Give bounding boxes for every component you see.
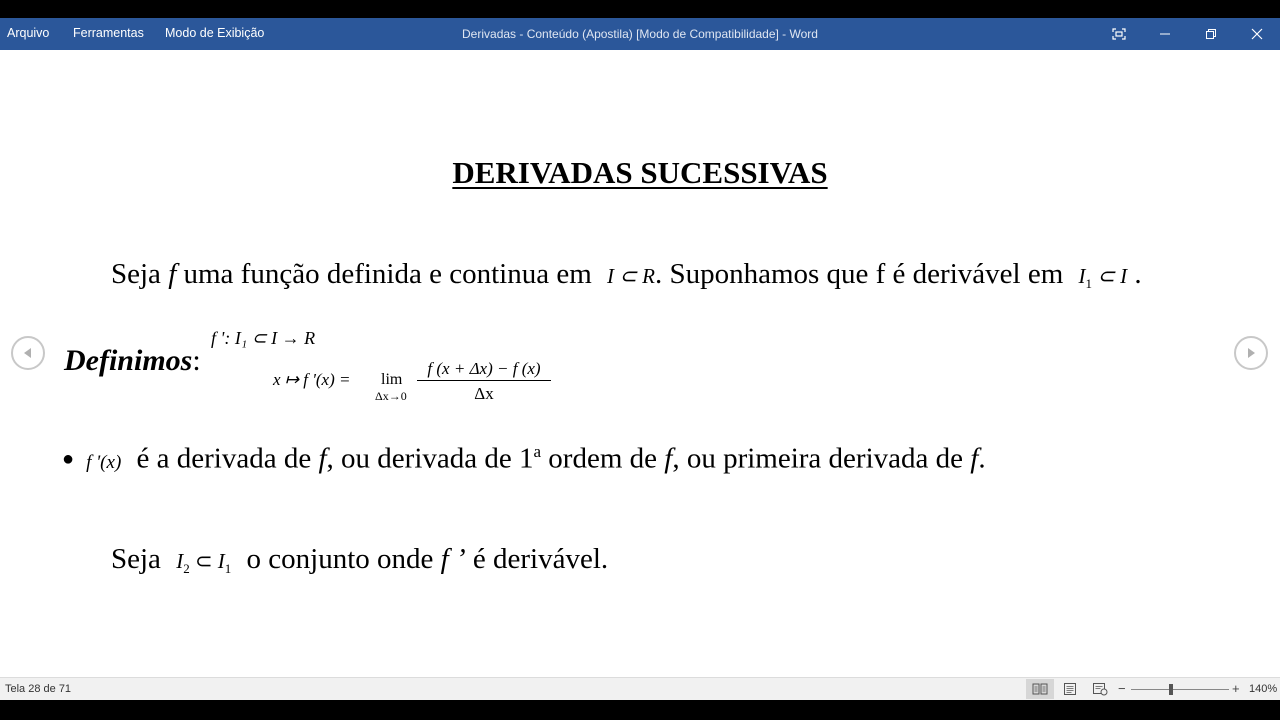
ordinal-superscript: a	[533, 442, 542, 461]
heading-text: DERIVADAS SUCESSIVAS	[452, 155, 828, 190]
previous-screen-button[interactable]	[11, 336, 45, 370]
math-lim: lim	[381, 371, 403, 388]
definition-colon: :	[192, 344, 201, 377]
definition-label	[64, 344, 201, 378]
menu-tools[interactable]: Ferramentas	[73, 26, 144, 40]
text-is-derivative: é a derivada de	[129, 442, 319, 475]
math-i: I	[217, 549, 225, 573]
read-mode-icon	[1032, 683, 1048, 695]
text-period: .	[978, 442, 986, 475]
text-period: .	[1127, 258, 1142, 290]
text-suppose: . Suponhamos que f é derivável em	[654, 258, 1071, 290]
focus-mode-icon	[1112, 28, 1126, 40]
math-map-line: f ': I₁ ⊂ I → R	[211, 328, 316, 348]
bullet-item	[62, 442, 986, 476]
web-layout-icon	[1092, 682, 1108, 696]
text-order: ordem de	[541, 442, 665, 475]
math-i: I	[176, 549, 184, 573]
screen-bottom-bar	[0, 700, 1280, 720]
math-denominator: Δx	[474, 384, 494, 403]
math-subset: ⊂	[189, 549, 218, 573]
zoom-out-button[interactable]: −	[1118, 681, 1126, 696]
restore-icon	[1205, 28, 1217, 40]
math-rule-left: x ↦ f '(x) =	[273, 370, 351, 389]
status-bar	[0, 677, 1280, 700]
menu-file[interactable]: Arquivo	[7, 26, 50, 40]
print-layout-button[interactable]	[1056, 679, 1084, 699]
zoom-level[interactable]: 140%	[1249, 683, 1278, 695]
math-numerator: f (x + Δx) − f (x)	[417, 359, 551, 381]
zoom-slider-thumb[interactable]	[1169, 684, 1173, 695]
paragraph-set	[111, 543, 608, 577]
text-seja: Seja	[111, 543, 169, 575]
window-title: Derivadas - Conteúdo (Apostila) [Modo de Compatibilidade] - Word	[462, 27, 818, 41]
symbol-f: f	[318, 442, 327, 475]
close-button[interactable]	[1234, 18, 1280, 50]
math-sub-2: 2	[183, 561, 190, 577]
minimize-button[interactable]	[1142, 18, 1188, 50]
symbol-f: f	[970, 442, 979, 475]
bullet-icon: ●	[62, 447, 75, 470]
zoom-in-button[interactable]: +	[1232, 681, 1240, 696]
symbol-f: f	[168, 258, 177, 290]
text-function-defined: uma função definida e continua em	[176, 258, 600, 290]
page-count[interactable]: Tela 28 de 71	[5, 683, 72, 695]
restore-button[interactable]	[1188, 18, 1234, 50]
symbol-f: f	[664, 442, 673, 475]
chevron-right-icon	[1244, 346, 1258, 360]
next-screen-button[interactable]	[1234, 336, 1268, 370]
definition-label-text: Definimos	[64, 344, 193, 377]
menu-view-mode[interactable]: Modo de Exibição	[165, 26, 265, 40]
math-i-subset-r: I ⊂ R	[607, 264, 655, 288]
document-page	[0, 50, 1280, 677]
close-icon	[1251, 28, 1263, 40]
minimize-icon	[1159, 28, 1171, 40]
paragraph-definition	[111, 258, 1142, 292]
web-layout-button[interactable]	[1086, 679, 1114, 699]
focus-mode-button[interactable]	[1096, 18, 1142, 50]
text-or-derivative: , ou derivada de 1	[326, 442, 534, 475]
title-bar	[0, 18, 1280, 50]
math-lim-subscript: Δx→0	[375, 389, 407, 403]
text-first-derivative: , ou primeira derivada de	[672, 442, 971, 475]
symbol-f-prime: f ’	[440, 543, 466, 575]
page-heading	[0, 155, 1280, 191]
print-layout-icon	[1063, 682, 1077, 696]
math-sub-1: 1	[1085, 276, 1092, 292]
math-subset-i: ⊂ I	[1092, 264, 1128, 288]
math-i: I	[1078, 264, 1086, 288]
zoom-slider[interactable]	[1131, 689, 1229, 690]
text-is-differentiable: é derivável.	[465, 543, 609, 575]
math-sub-1: 1	[224, 561, 232, 577]
text-the-set-where: o conjunto onde	[239, 543, 441, 575]
read-mode-button[interactable]	[1026, 679, 1054, 699]
text-seja: Seja	[111, 258, 169, 290]
chevron-left-icon	[21, 346, 35, 360]
math-f-prime: f '(x)	[86, 451, 122, 473]
